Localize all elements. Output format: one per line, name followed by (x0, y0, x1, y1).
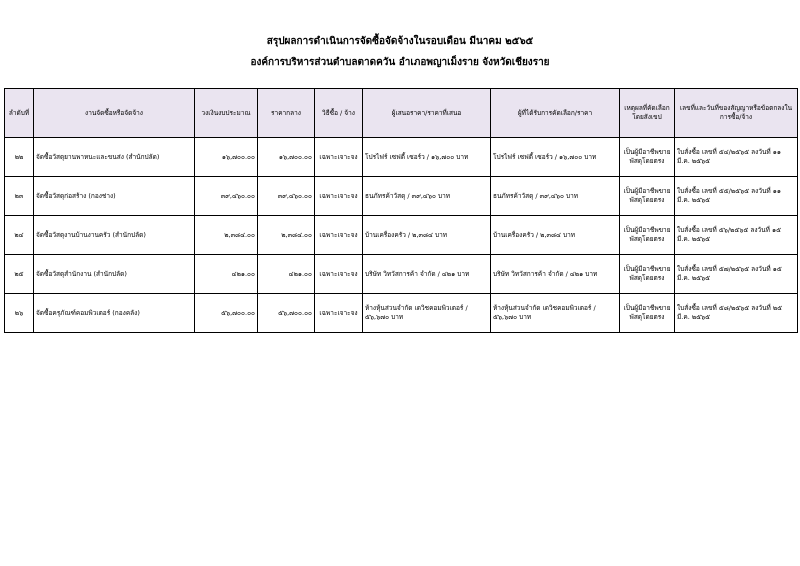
row-method: เฉพาะเจาะจง (315, 294, 363, 333)
document-title: สรุปผลการดำเนินการจัดซื้อจัดจ้างในรอบเดือน มีนาคม ๒๕๖๕ (266, 36, 534, 47)
row-budget: ๓๙,๔๖๐.๐๐ (195, 177, 258, 216)
row-bidder: ธนภัทรค้าวัสดุ / ๓๙,๔๖๐ บาท (363, 177, 491, 216)
row-reason: เป็นผู้มีอาชีพขายพัสดุโดยตรง (620, 255, 675, 294)
row-budget: ๔๒๑.๐๐ (195, 255, 258, 294)
row-contract: ใบสั่งซื้อ เลขที่ ๕๗/๒๕๖๕ ลงวันที่ ๑๕ มี.ค. ๒๕๖๕ (675, 255, 798, 294)
row-selected: โปรไฟร์ เซฟตี้ เซอร์ว / ๑๖,๗๐๐ บาท (491, 138, 620, 177)
row-median-price: ๕๖,๗๐๐.๐๐ (258, 294, 315, 333)
row-budget: ๕๖,๗๐๐.๐๐ (195, 294, 258, 333)
row-item: จัดซื้อวัสดุงานบ้านงานครัว (สำนักปลัด) (34, 216, 195, 255)
table-header-row (5, 89, 798, 138)
row-median-price: ๓๙,๔๖๐.๐๐ (258, 177, 315, 216)
table-row (5, 294, 798, 333)
header-bidders: ผู้เสนอราคา/ราคาที่เสนอ (363, 89, 491, 138)
row-median-price: ๔๒๑.๐๐ (258, 255, 315, 294)
row-selected: บ้านเครื่องครัว / ๒,๓๘๔ บาท (491, 216, 620, 255)
row-no: ๒๕ (5, 255, 34, 294)
row-budget: ๑๖,๗๐๐.๐๐ (195, 138, 258, 177)
row-contract: ใบสั่งซื้อ เลขที่ ๕๕/๒๕๖๕ ลงวันที่ ๑๑ มี.ค. ๒๕๖๕ (675, 177, 798, 216)
row-item: จัดซื้อครุภัณฑ์คอมพิวเตอร์ (กองคลัง) (34, 294, 195, 333)
table-row (5, 138, 798, 177)
row-no: ๒๒ (5, 138, 34, 177)
row-bidder: บริษัท วิทวัสการค้า จำกัด / ๔๒๑ บาท (363, 255, 491, 294)
row-selected: ห้างหุ้นส่วนจำกัด เดวิชคอมพิวเตอร์ / ๕๖,๖๗๐ บาท (491, 294, 620, 333)
row-median-price: ๑๖,๗๐๐.๐๐ (258, 138, 315, 177)
row-reason: เป็นผู้มีอาชีพขายพัสดุโดยตรง (620, 138, 675, 177)
header-item: งานจัดซื้อหรือจัดจ้าง (34, 89, 195, 138)
header-no: ลำดับที่ (5, 89, 34, 138)
row-method: เฉพาะเจาะจง (315, 255, 363, 294)
row-selected: ธนภัทรค้าวัสดุ / ๓๙,๔๖๐ บาท (491, 177, 620, 216)
row-contract: ใบสั่งซื้อ เลขที่ ๕๖/๒๕๖๕ ลงวันที่ ๑๕ มี.ค. ๒๕๖๕ (675, 216, 798, 255)
document-subtitle: องค์การบริหารส่วนตำบลตาดควัน อำเภอพญาเม็งราย จังหวัดเชียงราย (250, 57, 550, 68)
row-bidder: ห้างหุ้นส่วนจำกัด เดวิชคอมพิวเตอร์ / ๕๖,๖๗๐ บาท (363, 294, 491, 333)
table-row (5, 216, 798, 255)
row-reason: เป็นผู้มีอาชีพขายพัสดุโดยตรง (620, 177, 675, 216)
procurement-table (4, 88, 798, 333)
row-reason: เป็นผู้มีอาชีพขายพัสดุโดยตรง (620, 216, 675, 255)
row-no: ๒๓ (5, 177, 34, 216)
row-no: ๒๔ (5, 216, 34, 255)
row-budget: ๒,๓๘๔.๐๐ (195, 216, 258, 255)
table-row (5, 255, 798, 294)
header-selected: ผู้ที่ได้รับการคัดเลือก/ราคา (491, 89, 620, 138)
row-reason: เป็นผู้มีอาชีพขายพัสดุโดยตรง (620, 294, 675, 333)
header-median-price: ราคากลาง (258, 89, 315, 138)
row-item: จัดซื้อวัสดุก่อสร้าง (กองช่าง) (34, 177, 195, 216)
row-bidder: บ้านเครื่องครัว / ๒,๓๘๔ บาท (363, 216, 491, 255)
row-contract: ใบสั่งซื้อ เลขที่ ๕๔/๒๕๖๕ ลงวันที่ ๑๑ มี.ค. ๒๕๖๕ (675, 138, 798, 177)
row-method: เฉพาะเจาะจง (315, 177, 363, 216)
row-median-price: ๒,๓๘๔.๐๐ (258, 216, 315, 255)
table-row (5, 177, 798, 216)
header-contract: เลขที่และวันที่ของสัญญาหรือข้อตกลงในการซื้อ/จ้าง (675, 89, 798, 138)
row-item: จัดซื้อวัสดุสำนักงาน (สำนักปลัด) (34, 255, 195, 294)
row-no: ๒๖ (5, 294, 34, 333)
row-bidder: โปรไฟร์ เซฟตี้ เซอร์ว / ๑๖,๗๐๐ บาท (363, 138, 491, 177)
row-item: จัดซื้อวัสดุยานพาหนะและขนส่ง (สำนักปลัด) (34, 138, 195, 177)
header-method: วิธีซื้อ / จ้าง (315, 89, 363, 138)
header-budget: วงเงินงบประมาณ (195, 89, 258, 138)
header-reason: เหตุผลที่คัดเลือกโดยสังเขป (620, 89, 675, 138)
row-selected: บริษัท วิทวัสการค้า จำกัด / ๔๒๑ บาท (491, 255, 620, 294)
row-method: เฉพาะเจาะจง (315, 138, 363, 177)
row-method: เฉพาะเจาะจง (315, 216, 363, 255)
row-contract: ใบสั่งซื้อ เลขที่ ๕๘/๒๕๖๕ ลงวันที่ ๒๕ มี.ค. ๒๕๖๕ (675, 294, 798, 333)
